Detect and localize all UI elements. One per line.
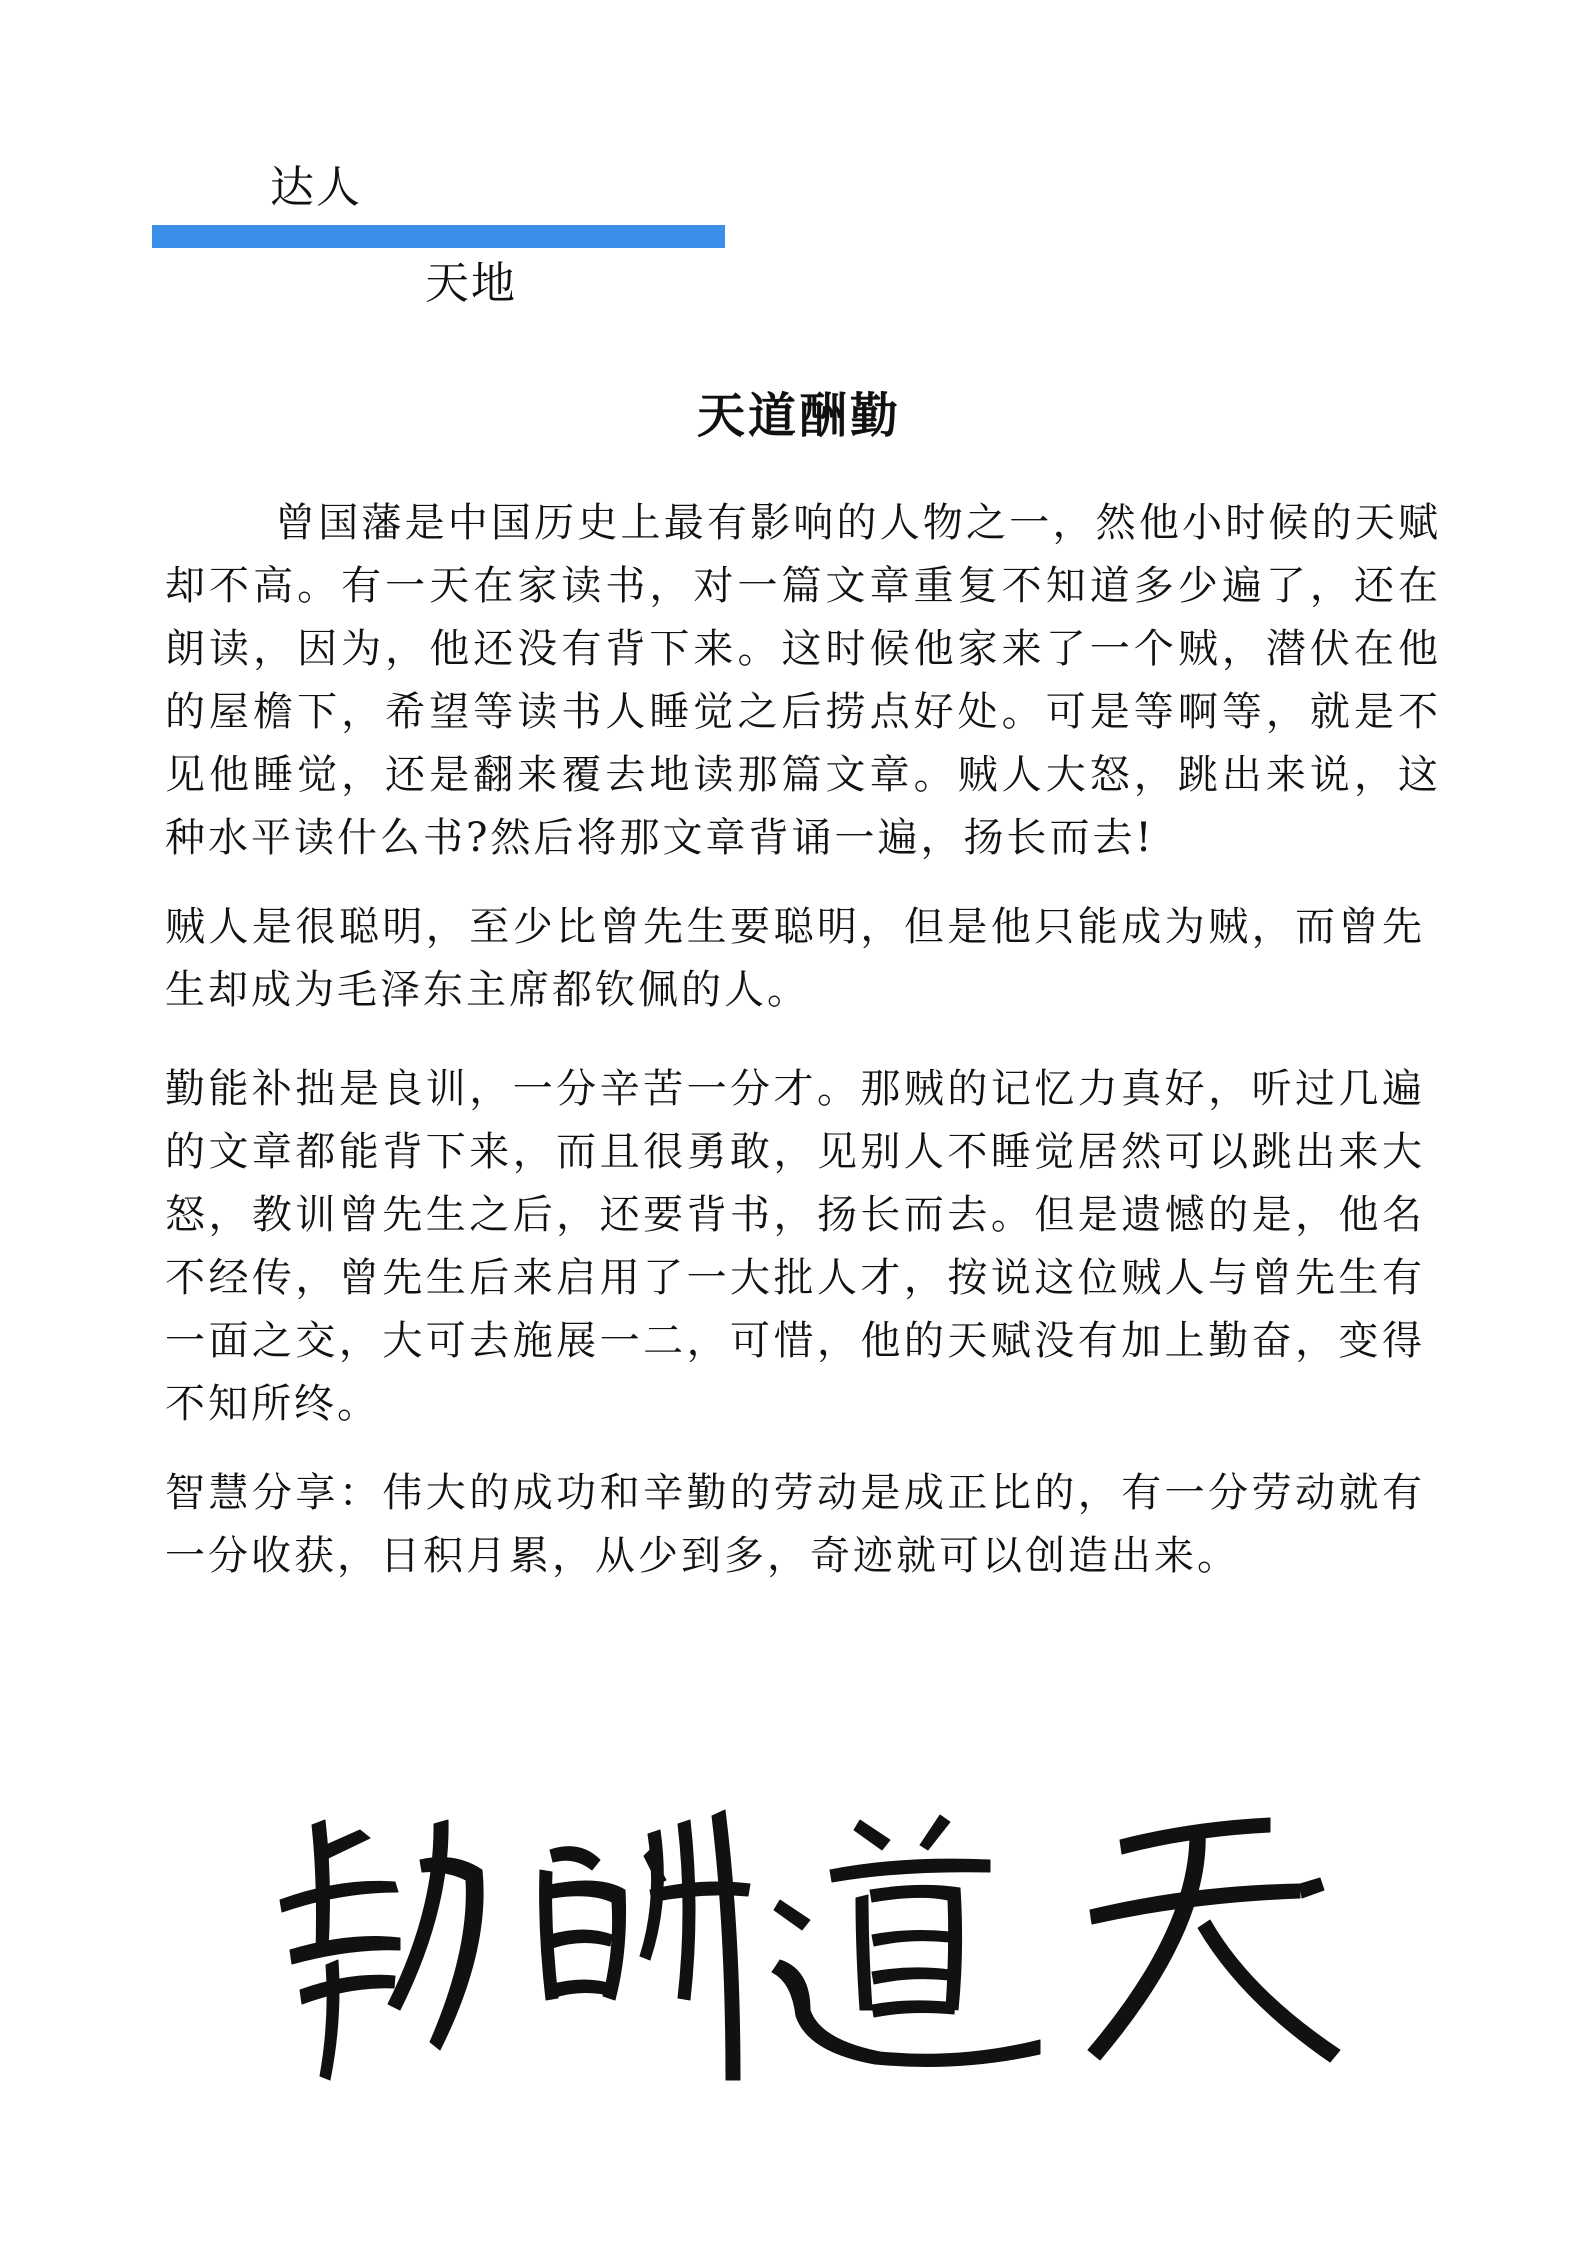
article-body xyxy=(165,492,1441,1588)
paragraph-reflection: 勤能补拙是良训，一分辛苦一分才。那贼的记忆力真好，听过几遍的文章都能背下来，而且很勇敢，见别人不睡觉居然可以跳出来大怒，教训曾先生之后，还要背书，扬长而去。但是遗憾的是，他名不经传，曾先生后来启用了一大批人才，按说这位贼人与曾先生有一面之交，大可去施展一二，可惜，他的天赋没有加上勤奋，变得不知所终。 xyxy=(165,1066,1425,1427)
header-divider-bar xyxy=(152,225,725,248)
header-bottom-text: 天地 xyxy=(425,258,517,309)
glyph-tian xyxy=(1088,1818,1340,2062)
paragraph-story: 曾国藩是中国历史上最有影响的人物之一，然他小时候的天赋却不高。有一天在家读书，对一篇文章重复不知道多少遍了，还在 朗读，因为，他还没有背下来。这时候他家来了一个贼，潜伏在他的屋檐下，希望等读书人睡觉之后捞点好处。可是等啊等，就是不 见他睡觉，还是翻来覆去地读那篇文章。贼人大怒，跳出来说，这 种水平读什么书?然后将那文章背诵一遍，扬长而去! xyxy=(165,500,1441,861)
glyph-chou xyxy=(540,1810,750,2080)
calligraphy-brush-strokes xyxy=(220,1760,1450,2090)
paragraph-wisdom: 智慧分享：伟大的成功和辛勤的劳动是成正比的，有一分劳动就有一分收获，日积月累，从少到多，奇迹就可以创造出来。 xyxy=(165,1470,1425,1579)
glyph-dao xyxy=(772,1815,1040,2066)
header-top-text: 达人 xyxy=(270,162,362,213)
paragraph-comparison: 贼人是很聪明，至少比曾先生要聪明，但是他只能成为贼，而曾先生却成为毛泽东主席都钦佩的人。 xyxy=(165,904,1425,1013)
page-title: 天道酬勤 xyxy=(696,388,901,444)
calligraphy-image xyxy=(220,1760,1450,2090)
glyph-qin xyxy=(280,1820,483,2080)
